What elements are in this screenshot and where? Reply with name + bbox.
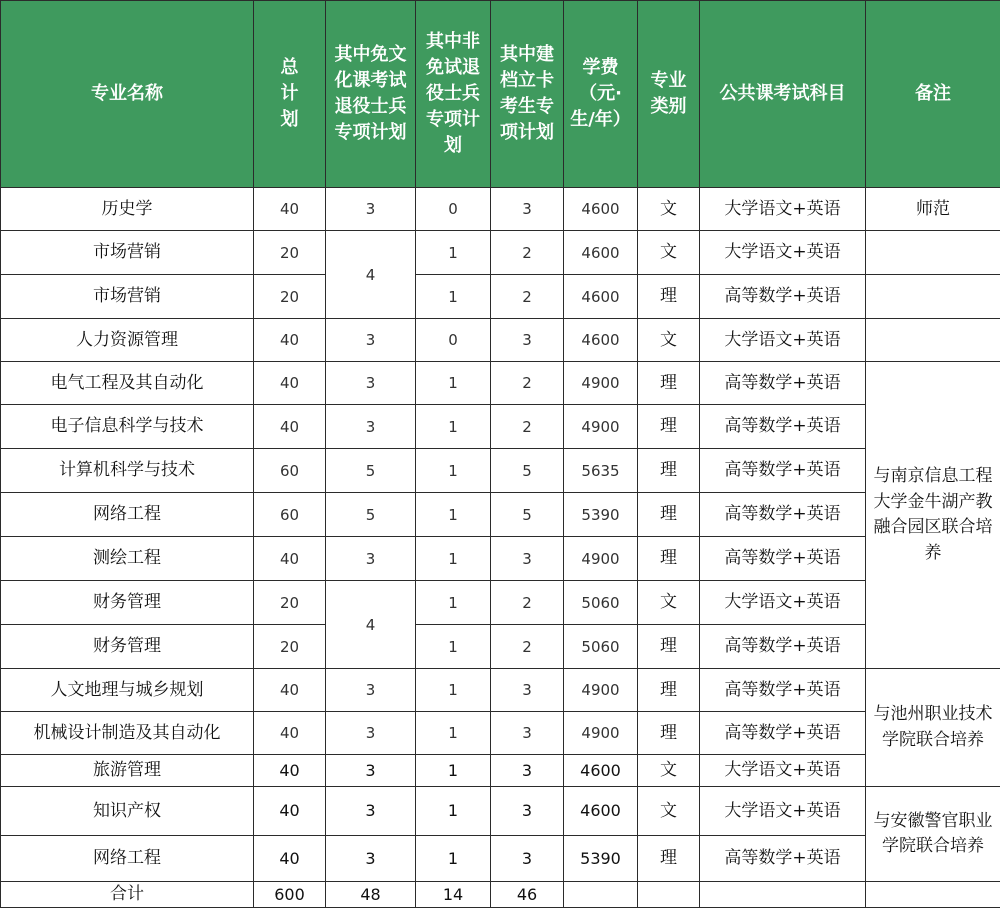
table-row <box>1 449 1000 493</box>
major-category: 理 <box>638 405 700 449</box>
total-plan: 40 <box>254 319 326 362</box>
exam-subjects: 高等数学+英语 <box>700 712 866 755</box>
remarks: 与池州职业技术学院联合培养 <box>866 669 1000 787</box>
remarks-empty <box>866 882 1000 908</box>
tuition: 4600 <box>564 188 638 231</box>
header-row <box>1 1 1000 188</box>
major-name: 知识产权 <box>1 787 254 836</box>
exempt-veteran-sum: 48 <box>326 882 416 908</box>
registered-card-plan: 2 <box>491 275 564 319</box>
tuition: 5635 <box>564 449 638 493</box>
nonexempt-veteran-plan: 1 <box>416 362 491 405</box>
registered-card-plan: 2 <box>491 625 564 669</box>
major-category: 理 <box>638 712 700 755</box>
table-row <box>1 537 1000 581</box>
registered-card-plan: 3 <box>491 319 564 362</box>
tuition: 5060 <box>564 581 638 625</box>
header-major-name: 专业名称 <box>1 1 254 188</box>
tuition: 4900 <box>564 669 638 712</box>
table-row <box>1 625 1000 669</box>
major-name: 市场营销 <box>1 275 254 319</box>
major-name: 机械设计制造及其自动化 <box>1 712 254 755</box>
major-category: 理 <box>638 537 700 581</box>
major-category: 文 <box>638 231 700 275</box>
header-exempt-veteran-plan: 其中免文化课考试退役士兵专项计划 <box>326 1 416 188</box>
table-row <box>1 581 1000 625</box>
registered-card-plan: 3 <box>491 787 564 836</box>
table-row <box>1 787 1000 836</box>
totals-label: 合计 <box>1 882 254 908</box>
registered-card-plan: 5 <box>491 493 564 537</box>
registered-card-plan: 2 <box>491 362 564 405</box>
exempt-veteran-plan: 3 <box>326 755 416 787</box>
registered-card-sum: 46 <box>491 882 564 908</box>
major-category: 文 <box>638 581 700 625</box>
tuition: 4600 <box>564 319 638 362</box>
nonexempt-veteran-plan: 1 <box>416 493 491 537</box>
major-name: 历史学 <box>1 188 254 231</box>
registered-card-plan: 3 <box>491 669 564 712</box>
tuition: 4600 <box>564 755 638 787</box>
nonexempt-veteran-plan: 1 <box>416 231 491 275</box>
major-name: 市场营销 <box>1 231 254 275</box>
registered-card-plan: 3 <box>491 188 564 231</box>
major-category: 理 <box>638 836 700 882</box>
table-row <box>1 319 1000 362</box>
major-name: 电子信息科学与技术 <box>1 405 254 449</box>
tuition: 4900 <box>564 362 638 405</box>
exam-subjects: 大学语文+英语 <box>700 319 866 362</box>
tuition: 5060 <box>564 625 638 669</box>
exam-subjects: 高等数学+英语 <box>700 362 866 405</box>
exempt-veteran-plan: 4 <box>326 581 416 669</box>
total-plan: 20 <box>254 625 326 669</box>
major-category: 理 <box>638 362 700 405</box>
major-name: 电气工程及其自动化 <box>1 362 254 405</box>
major-name: 旅游管理 <box>1 755 254 787</box>
nonexempt-veteran-plan: 1 <box>416 449 491 493</box>
exam-subjects: 大学语文+英语 <box>700 787 866 836</box>
major-name: 财务管理 <box>1 581 254 625</box>
tuition-empty <box>564 882 638 908</box>
registered-card-plan: 2 <box>491 231 564 275</box>
nonexempt-veteran-plan: 0 <box>416 319 491 362</box>
total-plan: 20 <box>254 581 326 625</box>
major-name: 人力资源管理 <box>1 319 254 362</box>
nonexempt-veteran-plan: 0 <box>416 188 491 231</box>
exam-subjects: 高等数学+英语 <box>700 669 866 712</box>
registered-card-plan: 3 <box>491 755 564 787</box>
nonexempt-veteran-plan: 1 <box>416 755 491 787</box>
total-plan: 40 <box>254 669 326 712</box>
major-category: 文 <box>638 755 700 787</box>
nonexempt-veteran-plan: 1 <box>416 405 491 449</box>
header-exam-subjects: 公共课考试科目 <box>700 1 866 188</box>
exam-subjects: 大学语文+英语 <box>700 188 866 231</box>
exempt-veteran-plan: 5 <box>326 493 416 537</box>
total-plan: 20 <box>254 275 326 319</box>
major-name: 计算机科学与技术 <box>1 449 254 493</box>
major-category: 文 <box>638 787 700 836</box>
tuition: 4600 <box>564 231 638 275</box>
nonexempt-veteran-plan: 1 <box>416 537 491 581</box>
nonexempt-veteran-sum: 14 <box>416 882 491 908</box>
header-tuition: 学费（元·生/年） <box>564 1 638 188</box>
table-row <box>1 712 1000 755</box>
tuition: 4600 <box>564 787 638 836</box>
table-row <box>1 362 1000 405</box>
nonexempt-veteran-plan: 1 <box>416 581 491 625</box>
remarks <box>866 319 1000 362</box>
header-major-category: 专业类别 <box>638 1 700 188</box>
exam-subjects: 高等数学+英语 <box>700 836 866 882</box>
table-row <box>1 755 1000 787</box>
tuition: 4900 <box>564 405 638 449</box>
remarks: 师范 <box>866 188 1000 231</box>
exam-subjects: 大学语文+英语 <box>700 231 866 275</box>
tuition: 4600 <box>564 275 638 319</box>
exempt-veteran-plan: 5 <box>326 449 416 493</box>
major-category: 理 <box>638 669 700 712</box>
table-row <box>1 836 1000 882</box>
total-plan: 20 <box>254 231 326 275</box>
header-remarks: 备注 <box>866 1 1000 188</box>
table-row <box>1 188 1000 231</box>
remarks <box>866 275 1000 319</box>
total-plan: 40 <box>254 836 326 882</box>
exam-subjects: 大学语文+英语 <box>700 755 866 787</box>
exempt-veteran-plan: 3 <box>326 188 416 231</box>
category-empty <box>638 882 700 908</box>
total-plan: 40 <box>254 537 326 581</box>
exempt-veteran-plan: 3 <box>326 669 416 712</box>
totals-row <box>1 882 1000 908</box>
exempt-veteran-plan: 3 <box>326 319 416 362</box>
header-registered-card-plan: 其中建档立卡考生专项计划 <box>491 1 564 188</box>
table-row <box>1 275 1000 319</box>
major-category: 文 <box>638 319 700 362</box>
exempt-veteran-plan: 3 <box>326 405 416 449</box>
exempt-veteran-plan: 3 <box>326 362 416 405</box>
remarks <box>866 231 1000 275</box>
major-name: 网络工程 <box>1 836 254 882</box>
major-name: 人文地理与城乡规划 <box>1 669 254 712</box>
table-row <box>1 669 1000 712</box>
total-plan: 40 <box>254 787 326 836</box>
major-category: 理 <box>638 625 700 669</box>
registered-card-plan: 3 <box>491 836 564 882</box>
total-plan-sum: 600 <box>254 882 326 908</box>
exam-subjects: 高等数学+英语 <box>700 493 866 537</box>
nonexempt-veteran-plan: 1 <box>416 275 491 319</box>
remarks: 与安徽警官职业学院联合培养 <box>866 787 1000 882</box>
total-plan: 40 <box>254 405 326 449</box>
nonexempt-veteran-plan: 1 <box>416 787 491 836</box>
table-row <box>1 493 1000 537</box>
exam-subjects: 高等数学+英语 <box>700 537 866 581</box>
subjects-empty <box>700 882 866 908</box>
total-plan: 40 <box>254 712 326 755</box>
nonexempt-veteran-plan: 1 <box>416 712 491 755</box>
exam-subjects: 高等数学+英语 <box>700 625 866 669</box>
major-category: 理 <box>638 275 700 319</box>
table-row <box>1 231 1000 275</box>
nonexempt-veteran-plan: 1 <box>416 669 491 712</box>
exempt-veteran-plan: 4 <box>326 231 416 319</box>
registered-card-plan: 5 <box>491 449 564 493</box>
total-plan: 40 <box>254 755 326 787</box>
nonexempt-veteran-plan: 1 <box>416 625 491 669</box>
registered-card-plan: 3 <box>491 537 564 581</box>
major-name: 网络工程 <box>1 493 254 537</box>
total-plan: 40 <box>254 188 326 231</box>
exempt-veteran-plan: 3 <box>326 787 416 836</box>
exam-subjects: 高等数学+英语 <box>700 275 866 319</box>
major-name: 测绘工程 <box>1 537 254 581</box>
major-category: 理 <box>638 449 700 493</box>
nonexempt-veteran-plan: 1 <box>416 836 491 882</box>
major-category: 文 <box>638 188 700 231</box>
header-total-plan: 总计划 <box>254 1 326 188</box>
total-plan: 60 <box>254 493 326 537</box>
tuition: 5390 <box>564 836 638 882</box>
exam-subjects: 大学语文+英语 <box>700 581 866 625</box>
exempt-veteran-plan: 3 <box>326 537 416 581</box>
tuition: 4900 <box>564 537 638 581</box>
total-plan: 60 <box>254 449 326 493</box>
exempt-veteran-plan: 3 <box>326 836 416 882</box>
registered-card-plan: 2 <box>491 405 564 449</box>
tuition: 4900 <box>564 712 638 755</box>
table-row <box>1 405 1000 449</box>
total-plan: 40 <box>254 362 326 405</box>
exempt-veteran-plan: 3 <box>326 712 416 755</box>
major-category: 理 <box>638 493 700 537</box>
remarks: 与南京信息工程大学金牛湖产教融合园区联合培养 <box>866 362 1000 669</box>
header-nonexempt-veteran-plan: 其中非免试退役士兵专项计划 <box>416 1 491 188</box>
registered-card-plan: 2 <box>491 581 564 625</box>
registered-card-plan: 3 <box>491 712 564 755</box>
exam-subjects: 高等数学+英语 <box>700 405 866 449</box>
major-name: 财务管理 <box>1 625 254 669</box>
exam-subjects: 高等数学+英语 <box>700 449 866 493</box>
tuition: 5390 <box>564 493 638 537</box>
